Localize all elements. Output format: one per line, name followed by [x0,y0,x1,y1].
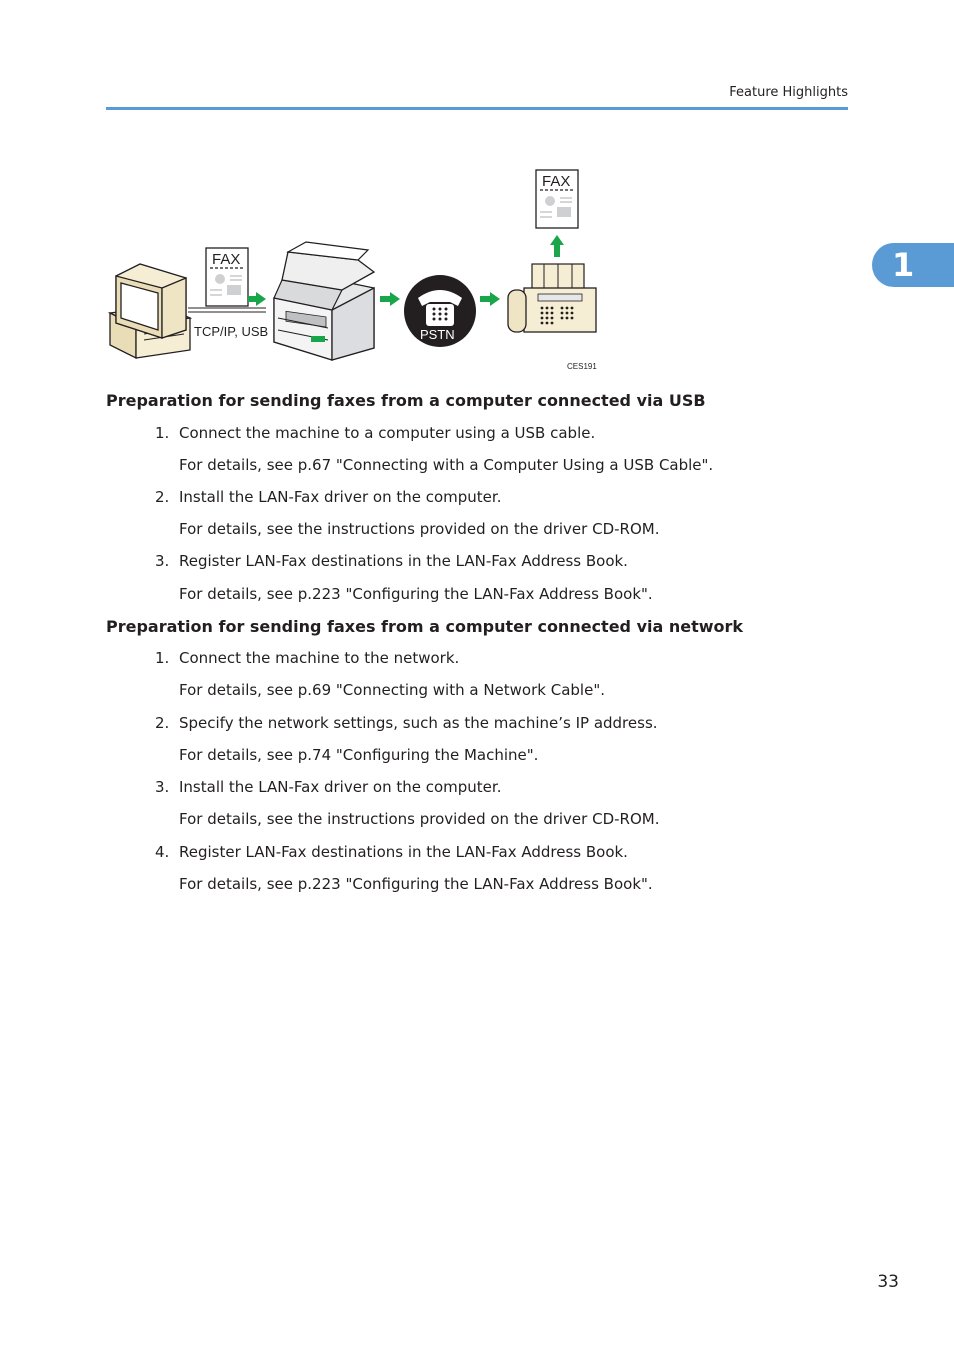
running-header: Feature Highlights [729,85,848,100]
step-text: Specify the network settings, such as the machine’s IP address. [179,714,658,732]
chapter-tab [872,243,954,287]
computer-icon [110,264,190,358]
step-number: 2. [155,488,170,506]
list-item [155,714,658,732]
step-text: Connect the machine to a computer using a USB cable. [179,424,596,442]
section-heading-network: Preparation for sending faxes from a computer connected via network [106,617,744,636]
list-item [155,488,501,506]
step-text: Register LAN-Fax destinations in the LAN-Fax Address Book. [179,552,628,570]
arrow-up-icon [550,235,564,257]
step-text: Install the LAN-Fax driver on the computer. [179,488,502,506]
step-text: Install the LAN-Fax driver on the computer. [179,778,502,796]
header-rule [106,107,848,110]
step-number: 1. [155,424,170,442]
step-number: 2. [155,714,170,732]
arrow-right-icon [248,292,266,306]
step-text: Connect the machine to the network. [179,649,460,667]
fax-machine-icon [508,264,596,332]
connection-label: TCP/IP, USB [194,324,269,339]
chapter-number: 1 [892,246,915,284]
step-detail: For details, see p.69 "Connecting with a Network Cable". [179,681,605,699]
step-detail: For details, see the instructions provided on the driver CD-ROM. [179,520,660,538]
list-item [155,843,628,861]
arrow-right-icon [380,292,400,306]
list-item [155,778,501,796]
step-detail: For details, see p.74 "Configuring the Machine". [179,746,539,764]
step-number: 3. [155,552,170,570]
pstn-label: PSTN [420,327,455,342]
step-text: Register LAN-Fax destinations in the LAN-Fax Address Book. [179,843,628,861]
fax-label-2: FAX [542,173,571,190]
arrow-right-icon [480,292,500,306]
printer-icon [274,242,374,360]
list-item [155,424,595,442]
step-detail: For details, see p.67 "Connecting with a Computer Using a USB Cable". [179,456,714,474]
step-detail: For details, see the instructions provided on the driver CD-ROM. [179,810,660,828]
figure-code: CES191 [567,362,597,371]
list-item [155,649,459,667]
fax-label-1: FAX [212,251,241,268]
step-number: 3. [155,778,170,796]
section-heading-usb: Preparation for sending faxes from a computer connected via USB [106,391,706,410]
page-number: 33 [877,1272,899,1292]
step-detail: For details, see p.223 "Configuring the LAN-Fax Address Book". [179,585,653,603]
list-item [155,552,628,570]
lan-fax-diagram [106,168,606,363]
step-detail: For details, see p.223 "Configuring the LAN-Fax Address Book". [179,875,653,893]
step-number: 1. [155,649,170,667]
step-number: 4. [155,843,170,861]
